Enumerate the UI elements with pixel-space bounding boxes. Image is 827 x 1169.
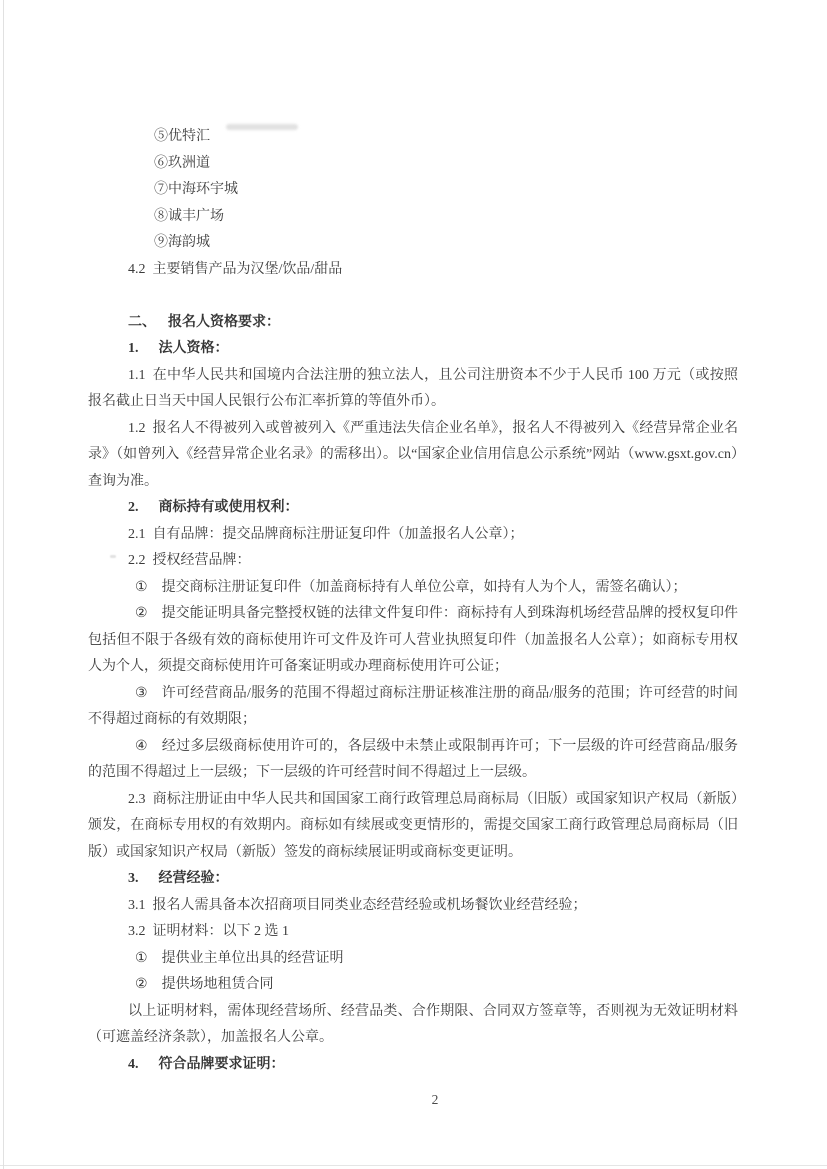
clause-number: 3.1 (128, 897, 146, 913)
circled-number-marker: ① (135, 579, 148, 595)
section-number: 3. (128, 871, 139, 886)
clause-number: 2.2 (128, 553, 146, 568)
venue-list-item (88, 230, 738, 257)
section-number: 2. (128, 500, 139, 515)
scan-edge-line-bottom (0, 1165, 827, 1166)
clause-text: 经过多层级商标使用许可的，各层级中未禁止或限制再许可；下一层级的许可经营商品/服务的范围不得超过上一层级；下一层级的许可经营时间不得超过上一层级。 (88, 738, 738, 780)
clause-number: 2.1 (128, 526, 146, 542)
clause-text: 报名人不得被列入或曾被列入《严重违法失信企业名单》，报名人不得被列入《经营异常企业名录》（如曾列入《经营异常企业名录》的需移出）。以“国家企业信用信息公示系统”网站（www.gsxt.gov.cn）查询为准。 (88, 420, 738, 489)
venue-list-item (88, 124, 738, 151)
circled-number-marker: ⑧ (154, 208, 168, 224)
clause-text: 自有品牌：提交品牌商标注册证复印件（加盖报名人公章）； (152, 526, 524, 542)
clause-text: 以上证明材料，需体现经营场所、经营品类、合作期限、合同双方签章等，否则视为无效证明材料（可遮盖经济条款），加盖报名人公章。 (88, 1003, 738, 1045)
section-number: 4. (128, 1056, 139, 1072)
circled-number-marker: ② (135, 606, 148, 621)
clause-text: 主要销售产品为汉堡/饮品/甜品 (152, 261, 343, 277)
venue-name: 诚丰广场 (168, 208, 224, 224)
section-number: 1. (128, 341, 139, 356)
venue-name: 海韵城 (168, 235, 210, 250)
circled-number-marker: ⑥ (154, 155, 168, 171)
clause-number: 2.3 (128, 791, 146, 807)
clause-1-1 (88, 363, 738, 416)
venue-list-item (88, 177, 738, 204)
subsection-heading-experience (88, 866, 738, 893)
circled-number-marker: ③ (135, 685, 148, 701)
clause-text: 提交能证明具备完整授权链的法律文件复印件：商标持有人到珠海机场经营品牌的授权复印件包括但不限于各级有效的商标使用许可文件及许可人营业执照复印件（加盖报名人公章）；如商标专用权人为个人，须提交商标使用许可备案证明或办理商标使用许可公证； (88, 606, 739, 674)
circled-number-marker: ② (135, 977, 148, 992)
venue-name: 中海环宇城 (168, 182, 238, 197)
section-number: 二、 (128, 314, 156, 330)
clause-2-3 (88, 787, 738, 867)
subsection-heading-trademark (88, 495, 738, 522)
section-title: 商标持有或使用权利： (158, 500, 299, 515)
subsection-heading-legal-entity (88, 336, 738, 363)
circled-clause-proof-2 (88, 972, 738, 999)
scan-edge-line-left (3, 0, 4, 1169)
clause-2-2 (88, 548, 738, 575)
clause-1-2 (88, 416, 738, 496)
circled-number-marker: ⑨ (154, 235, 168, 250)
circled-clause-4 (88, 734, 738, 787)
clause-number: 1.1 (128, 367, 146, 383)
clause-text: 提交商标注册证复印件（加盖商标持有人单位公章，如持有人为个人，需签名确认）； (161, 579, 687, 595)
subsection-heading-brand-proof (88, 1052, 738, 1079)
venue-name: 玖洲道 (168, 155, 210, 171)
clause-text: 报名人需具备本次招商项目同类业态经营经验或机场餐饮业经营经验； (152, 897, 587, 913)
clause-text: 在中华人民共和国境内合法注册的独立法人，且公司注册资本不少于人民币 100 万元（或按照报名截止日当天中国人民银行公布汇率折算的等值外币）。 (88, 367, 738, 409)
circled-number-marker: ⑤ (154, 129, 168, 144)
clause-number: 4.2 (128, 261, 146, 277)
page-number: 2 (431, 1092, 439, 1107)
clause-text: 提供业主单位出具的经营证明 (161, 950, 344, 966)
clause-3-2 (88, 919, 738, 946)
circled-clause-2 (88, 601, 738, 681)
clause-text: 许可经营商品/服务的范围不得超过商标注册证核准注册的商品/服务的范围；许可经营的时间不得超过商标的有效期限； (88, 685, 738, 727)
clause-text: 提供场地租赁合同 (161, 977, 274, 992)
clause-number: 1.2 (128, 420, 146, 436)
clause-3-1 (88, 893, 738, 920)
circled-clause-proof-1 (88, 946, 738, 973)
circled-clause-1 (88, 575, 738, 602)
proof-materials-note (88, 999, 738, 1052)
clause-text: 授权经营品牌： (152, 553, 251, 568)
venue-name: 优特汇 (168, 129, 210, 144)
clause-text: 商标注册证由中华人民共和国国家工商行政管理总局商标局（旧版）或国家知识产权局（新版）颁发，在商标专用权的有效期内。商标如有续展或变更情形的，需提交国家工商行政管理总局商标局（旧版）或国家知识产权局（新版）签发的商标续展证明或商标变更证明。 (88, 791, 738, 860)
section-heading-2 (88, 310, 738, 337)
clause-4-2 (88, 257, 738, 284)
section-title: 符合品牌要求证明： (158, 1056, 285, 1072)
circled-number-marker: ① (135, 950, 148, 966)
clause-2-1 (88, 522, 738, 549)
circled-clause-3 (88, 681, 738, 734)
circled-number-marker: ⑦ (154, 182, 168, 197)
clause-number: 3.2 (128, 924, 146, 939)
venue-list-item (88, 151, 738, 178)
document-body (88, 124, 738, 1078)
circled-number-marker: ④ (135, 738, 148, 754)
section-title: 法人资格： (158, 341, 229, 356)
section-title: 经营经验： (158, 871, 229, 886)
section-title: 报名人资格要求： (168, 314, 280, 330)
venue-list-item (88, 204, 738, 231)
clause-text: 证明材料：以下 2 选 1 (152, 924, 289, 939)
